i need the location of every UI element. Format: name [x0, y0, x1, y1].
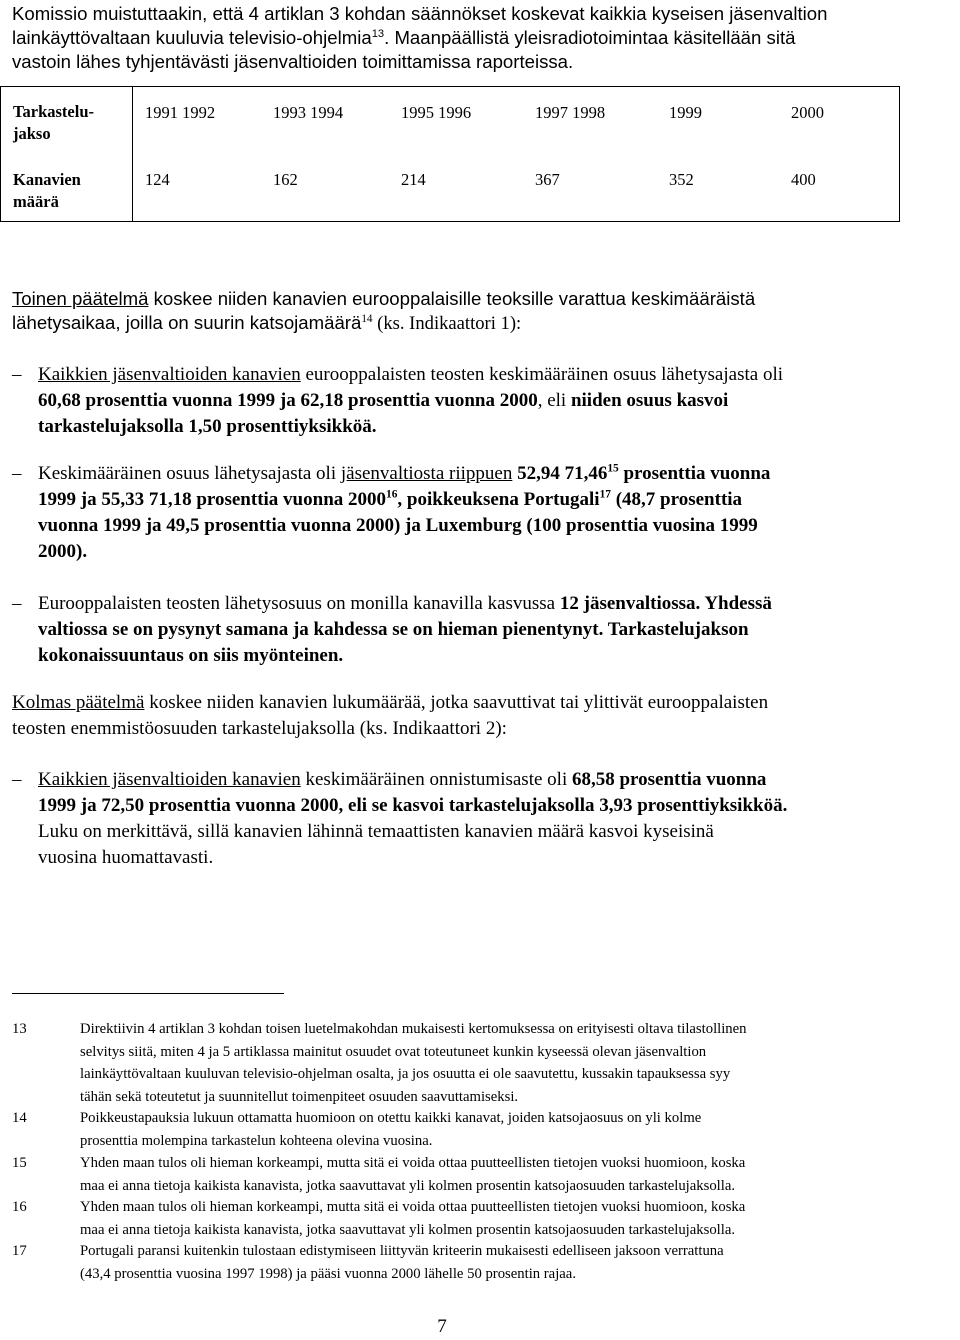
- bullet-line: 60,68 prosenttia vuonna 1999 ja 62,18 prosenttia vuonna 2000, eli niiden osuus kasvoi: [38, 390, 729, 411]
- footnote-number: 13: [12, 1021, 27, 1037]
- dash-bullet: –: [12, 364, 22, 385]
- dash-bullet: –: [12, 593, 22, 614]
- footnote-ref: 16: [386, 488, 398, 501]
- count-cell: 367: [535, 170, 560, 189]
- intro-line: lainkäyttövaltaan kuuluvia televisio-ohjelmia$^{13}$. Maanpäällistä yleisradiotoimintaa käsitellään sitä: [12, 27, 796, 48]
- table-divider: [132, 87, 133, 221]
- bullet-line: Kaikkien jäsenvaltioiden kanavien keskimääräinen onnistumisaste oli 68,58 prosenttia vuonna: [38, 769, 767, 790]
- paragraph-line: Kolmas päätelmä koskee niiden kanavien lukumäärää, jotka saavuttivat tai ylittivät eurooppalaisten: [12, 692, 769, 713]
- underlined-term: jäsenvaltiosta riippuen: [340, 463, 513, 484]
- period-cell: 1997 1998: [535, 103, 606, 122]
- bullet-line: tarkastelujaksolla 1,50 prosenttiyksikköä.: [38, 416, 377, 437]
- bullet-line: kokonaissuuntaus on siis myönteinen.: [38, 645, 344, 666]
- underlined-term: Kaikkien jäsenvaltioiden kanavien: [38, 769, 301, 790]
- bullet-line: Luku on merkittävä, sillä kanavien lähinnä temaattisten kanavien määrä kasvoi kyseisinä: [38, 821, 714, 842]
- bullet-line: Eurooppalaisten teosten lähetysosuus on monilla kanavilla kasvussa 12 jäsenvaltiossa. Yhdessä: [38, 593, 772, 614]
- paragraph-second-conclusion: [12, 287, 958, 336]
- footnote-number: 17: [12, 1243, 27, 1259]
- bullet-line: valtiossa se on pysynyt samana ja kahdessa se on hieman pienentynyt. Tarkastelujakson: [38, 619, 749, 640]
- period-cell: 1993 1994: [273, 103, 344, 122]
- period-cell: 2000: [791, 103, 824, 122]
- bullet-line: Kaikkien jäsenvaltioiden kanavien eurooppalaisten teosten keskimääräinen osuus lähetysajasta oli: [38, 364, 783, 385]
- footnote-number: 14: [12, 1110, 27, 1126]
- intro-paragraph: [12, 2, 958, 74]
- footnote-number: 16: [12, 1199, 27, 1215]
- underlined-term: Kaikkien jäsenvaltioiden kanavien: [38, 364, 301, 385]
- bullet-line: vuosina huomattavasti.: [38, 847, 214, 868]
- bullet-item: [12, 591, 958, 671]
- underlined-term: Toinen päätelmä: [12, 288, 149, 309]
- footnote-number: 15: [12, 1155, 27, 1171]
- count-cell: 162: [273, 170, 298, 189]
- paragraph-third-conclusion: [12, 690, 958, 742]
- dash-bullet: –: [12, 769, 22, 790]
- intro-line: vastoin lähes tyhjentävästi jäsenvaltioiden toimittamissa raporteissa.: [12, 51, 574, 72]
- footnote-ref: 14: [361, 312, 373, 325]
- paragraph-line: teosten enemmistöosuuden tarkastelujaksolla (ks. Indikaattori 2):: [12, 718, 507, 739]
- period-cell: 1991 1992: [145, 103, 216, 122]
- page-number: 7: [437, 1316, 447, 1337]
- paragraph-line: Toinen päätelmä koskee niiden kanavien eurooppalaisille teoksille varattua keskimääräistä: [12, 288, 756, 309]
- period-cell: 1995 1996: [401, 103, 472, 122]
- count-cell: 352: [669, 170, 694, 189]
- intro-line: Komissio muistuttaakin, että 4 artiklan 3 kohdan säännökset koskevat kaikkia kyseisen jäsenvaltion: [12, 3, 828, 24]
- footnote-ref: 13: [371, 27, 385, 40]
- underlined-term: Kolmas päätelmä: [12, 692, 145, 713]
- count-cell: 124: [145, 170, 170, 189]
- row-header-period: Tarkastelu- jakso: [13, 102, 94, 143]
- footnote-ref: 15: [607, 462, 619, 475]
- bullet-item: [12, 461, 958, 571]
- footnote-separator: [12, 993, 284, 994]
- row-header-count: Kanavien määrä: [13, 170, 81, 211]
- count-cell: 400: [791, 170, 816, 189]
- bullet-line: 1999 ja 55,33 71,18 prosenttia vuonna 2000$^{16}$, poikkeuksena Portugali$^{17}$ (48,7 prosenttia: [38, 488, 743, 510]
- paragraph-line: lähetysaikaa, joilla on suurin katsojamäärä$^{14}$ (ks. Indikaattori 1):: [12, 312, 522, 334]
- bullet-item: [12, 362, 958, 442]
- period-cell: 1999: [669, 103, 702, 122]
- bullet-line: 1999 ja 72,50 prosenttia vuonna 2000, eli se kasvoi tarkastelujaksolla 3,93 prosenttiyksikköä.: [38, 795, 788, 816]
- channel-count-table: [0, 86, 900, 222]
- count-cell: 214: [401, 170, 426, 189]
- bullet-line: vuonna 1999 ja 49,5 prosenttia vuonna 2000) ja Luxemburg (100 prosenttia vuosina 1999: [38, 515, 758, 536]
- dash-bullet: –: [12, 463, 22, 484]
- bullet-line: 2000).: [38, 541, 88, 562]
- bullet-line: Keskimääräinen osuus lähetysajasta oli jäsenvaltiosta riippuen 52,94 71,46$^{15}$ prosenttia vuonna: [38, 462, 771, 484]
- bullet-item: [12, 767, 958, 877]
- footnote-ref: 17: [599, 488, 611, 501]
